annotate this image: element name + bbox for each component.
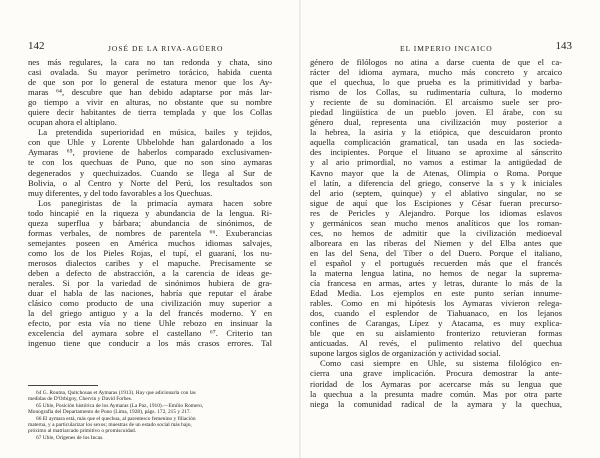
- text-line: Los panegiristas de la primacía aymara hacen sobre: [38, 197, 272, 208]
- text-line: la hebrea, la asiria y la etiópica, que descuidaron pronto: [310, 127, 562, 138]
- text-line: y al ario primordial, no vamos a estimar la antigüedad de: [310, 157, 562, 168]
- text-line: duar el habla de las naciones, habría que reputar el árabe: [28, 288, 272, 299]
- text-line: cierra una grave implicación. Procura demostrar la ante-: [310, 368, 562, 379]
- footnote-line: 66 El aymara está, más que el quechua, al parentesco femenino y filiación: [36, 415, 196, 422]
- text-line: ces, no hemos de admitir que la civilización medioeval: [310, 227, 562, 238]
- text-line: el español y el portugués recuerden más que el francés: [310, 257, 562, 268]
- text-line: nerales. Si por la variedad de sinónimos hubiera de gra-: [28, 278, 272, 289]
- text-line: y reciente de su dominación. El arcaísmo suele ser pro-: [310, 97, 562, 108]
- text-line: aquella complicación gramatical, tan usada en las socieda-: [310, 137, 562, 148]
- left-page-number: 142: [28, 40, 45, 52]
- right-page: [300, 0, 600, 458]
- text-line: ble que en su aislamiento fronterizo retuvieran formas: [310, 328, 562, 339]
- text-line: rioridad de los Aymaras por acercarse más su lengua que: [310, 378, 562, 389]
- text-line: maras ⁶⁴, descubre que han debido adaptarse por más lar-: [28, 87, 272, 98]
- text-line: Aymaras ⁶⁵, proviene de haberlos comparado exclusivamen-: [28, 147, 272, 158]
- text-line: confines de Carangas, Lípez y Atacama, es muy explica-: [310, 318, 562, 329]
- text-line: res de Pericles y Alejandro. Porque los idiomas eslavos: [310, 207, 562, 218]
- text-line: dos, cuando el esplendor de Tiahuanaco, en los lejanos: [310, 308, 562, 319]
- text-line: rables. Como en mi hipótesis los Aymaras vivieron relega-: [310, 298, 562, 309]
- text-line: como los de los Pieles Rojas, el tupí, el guaraní, los nu-: [28, 247, 272, 258]
- footnote-line: 65 Uhle, Posición histórica de los Aymaras (La Paz, 1910).—Emilio Romero,: [36, 402, 204, 409]
- text-line: del ario (septem, quinque) y el ablativo singular, no se: [310, 187, 562, 198]
- text-line: muy diferentes, y del todo favorables a los Quechuas.: [28, 187, 213, 198]
- footnote-line: materna, y a particularizar los sexos; muestras de un estado social más bajo,: [28, 422, 192, 429]
- footnote-rule: [28, 385, 98, 386]
- right-page-number: 143: [555, 40, 572, 52]
- text-line: la del griego antiguo y a la del francés moderno. Y en: [28, 308, 272, 319]
- text-line: queza superflua y bárbara; abundancia de sinónimos, de: [28, 217, 272, 228]
- text-line: semejantes poseen en América muchos idiomas salvajes,: [28, 237, 272, 248]
- text-line: rácter del idioma aymara, mucho más concreto y arcaico: [310, 67, 562, 78]
- text-line: deben a defecto de abstracción, a la carencia de ideas ge-: [28, 267, 272, 278]
- text-line: casi ovalada. Su mayor perímetro torácico, habida cuenta: [28, 67, 272, 78]
- text-line: piedad lingüística de un pueblo joven. El árabe, con su: [310, 107, 562, 118]
- text-line: go tiempo a vivir en alturas, no obstante que su nombre: [28, 97, 272, 108]
- text-line: Bolivia, o al Centro y Norte del Perú, los resultados son: [28, 177, 272, 188]
- text-line: alboreara en las riberas del Niemen y del Elba antes que: [310, 237, 562, 248]
- text-line: anticuadas. Al revés, el pulimento relativo del quechua: [310, 338, 562, 349]
- text-line: y germánicos sean mucho menos analíticos que los roman-: [310, 217, 562, 228]
- footnotes: [28, 390, 272, 441]
- text-line: que el quechua, lo que prueba es la primitividad y barba-: [310, 77, 562, 88]
- text-line: Edad Media. Los ejemplos en este punto serían innume-: [310, 288, 562, 299]
- text-line: merosos dialectos caribes y el mapuche. Precisamente se: [28, 257, 272, 268]
- text-line: la materna lengua latina, no hemos de negar la suprema-: [310, 267, 562, 278]
- text-line: rismo de los Collas, su rudimentaria cultura, lo moderno: [310, 87, 562, 98]
- text-line: cía francesa en armas, artes y letras, durante lo más de la: [310, 278, 562, 289]
- text-line: excelencia del aymara sobre el castellano ⁶⁷. Criterio tan: [28, 328, 272, 339]
- text-line: nes más regulares, la cara no tan redonda y chata, sino: [28, 57, 272, 67]
- text-line: ingenuo tiene que conducir a los más crasos errores. Tal: [28, 338, 272, 349]
- left-running-head: JOSÉ DE LA RIVA-AGÜERO: [108, 44, 224, 53]
- text-line: género de filólogos no atina a darse cuenta de que el ca-: [310, 57, 562, 67]
- footnote-line: Monografía del Departamento de Puno (Lima, 1928), págs. 172, 215 y 217.: [28, 409, 191, 416]
- text-line: en las del Sena, del Tíber o del Duero. Porque el italiano,: [310, 247, 562, 258]
- text-line: ocupan ahora el altiplano.: [28, 117, 117, 128]
- text-line: todo hincapié en la riqueza y abundancia de la lengua. Ri-: [28, 207, 272, 218]
- text-line: la quechua a la presunta madre común. Mas por otra parte: [310, 388, 562, 399]
- text-line: clásico como producto de una civilización muy superior a: [28, 298, 272, 309]
- left-body-text: [28, 57, 272, 348]
- footnote-line: 67 Uhle, Orígenes de los Incas.: [36, 434, 104, 441]
- text-line: el latín, a diferencia del griego, conserve la s y k iniciales: [310, 177, 562, 188]
- text-line: Como casi siempre en Uhle, su sistema filológico en-: [320, 358, 562, 369]
- text-line: La pretendida superioridad en música, bailes y tejidos,: [38, 127, 272, 138]
- text-line: quiere decir habitantes de tierra templada y que los Collas: [28, 107, 272, 118]
- text-line: género dual, representa una civilización muy posterior a: [310, 117, 562, 128]
- text-line: te con los quechuas de Puno, que no son sino aymaras: [28, 157, 272, 168]
- text-line: efecto, por esta vía no tiene Uhle rebozo en insinuar la: [28, 318, 272, 329]
- text-line: niega la comunidad radical de la aymara y la quechua,: [310, 398, 562, 409]
- right-body-text: [310, 57, 562, 409]
- text-line: supone largos siglos de organización y actividad social.: [310, 348, 501, 359]
- text-line: sigue de aquí que los Escipiones y César fueran precurso-: [310, 197, 562, 208]
- text-line: des incipientes. Porque el lituano se aproxime al sánscrito: [310, 147, 562, 158]
- right-running-head: EL IMPERIO INCAICO: [400, 44, 493, 53]
- text-line: con que Uhle y Lorente Ubbelohde han galardonado a los: [28, 137, 272, 148]
- footnote-line: 64 G. Rouma, Quitchouas et Aymaras (1913). Hay que adicionarla con las: [36, 390, 196, 396]
- footnote-line: medidas de D'Orbigny, Chervin y David Forbes.: [28, 396, 133, 403]
- text-line: Kavno mayor que la de Atenas, Olimpia o Roma. Porque: [310, 167, 562, 178]
- text-line: de que son por lo general de estatura menor que los Ay-: [28, 77, 272, 88]
- text-line: degenerados y quechuizados. Cuando se llega al Sur de: [28, 167, 272, 178]
- footnote-line: próximo al matriarcado primitivo o promiscuidad.: [28, 428, 137, 435]
- text-line: formas verbales, de nombres de parentela ⁶⁶. Exuberancias: [28, 227, 272, 238]
